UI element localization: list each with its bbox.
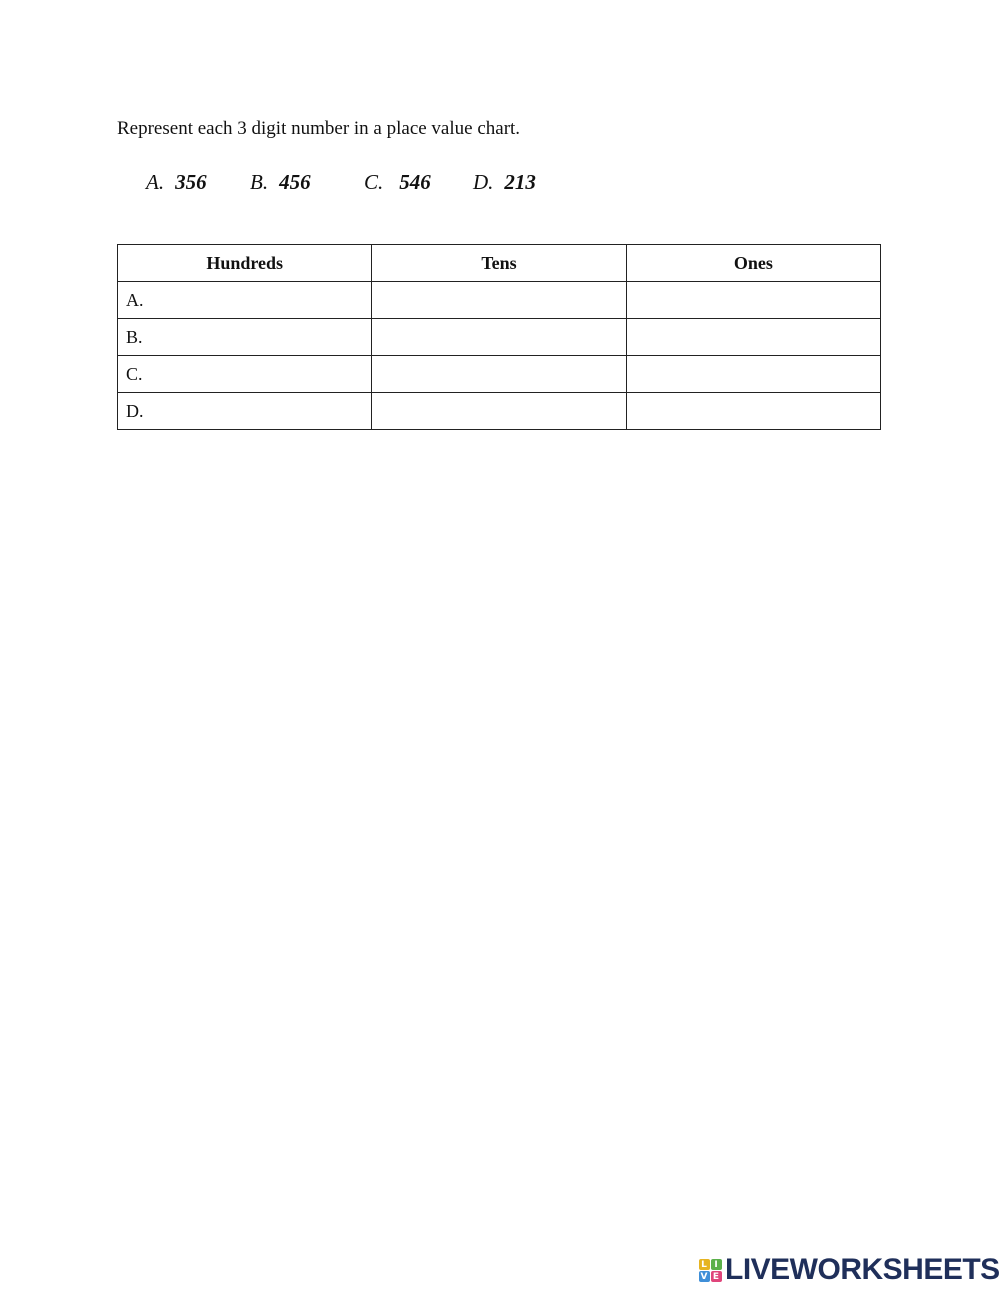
logo-wordmark: LIVEWORKSHEETS [725,1253,1000,1286]
tens-cell[interactable] [372,282,626,319]
header-hundreds: Hundreds [118,245,372,282]
table-header-row [118,245,881,282]
item-letter: A. [146,170,165,194]
ones-cell[interactable] [626,393,880,430]
item-letter: D. [473,170,494,194]
logo-mark-tile: V [699,1271,710,1282]
item-number: 456 [279,170,311,194]
logo-mark-tile: L [699,1259,710,1270]
tens-cell[interactable] [372,319,626,356]
header-tens: Tens [372,245,626,282]
table-row [118,393,881,430]
ones-cell[interactable] [626,319,880,356]
number-item-a [146,168,207,196]
item-number: 356 [175,170,207,194]
instruction-text: Represent each 3 digit number in a place value chart. [117,118,521,139]
row-label[interactable]: D. [118,393,372,430]
header-ones: Ones [626,245,880,282]
logo-mark-tile: E [711,1271,722,1282]
logo-mark-tile: I [711,1259,722,1270]
number-item-c [364,168,431,196]
liveworksheets-logo[interactable] [698,1253,1000,1286]
row-label[interactable]: A. [118,282,372,319]
number-item-d [473,168,536,196]
item-number: 213 [504,170,536,194]
table-row [118,282,881,319]
number-item-b [250,168,311,196]
item-number: 546 [399,170,431,194]
place-value-table [117,244,881,430]
tens-cell[interactable] [372,393,626,430]
item-letter: C. [364,170,384,194]
ones-cell[interactable] [626,282,880,319]
ones-cell[interactable] [626,356,880,393]
table-row [118,319,881,356]
liveworksheets-logo-icon [698,1258,722,1282]
table-row [118,356,881,393]
item-letter: B. [250,170,269,194]
row-label[interactable]: C. [118,356,372,393]
tens-cell[interactable] [372,356,626,393]
row-label[interactable]: B. [118,319,372,356]
